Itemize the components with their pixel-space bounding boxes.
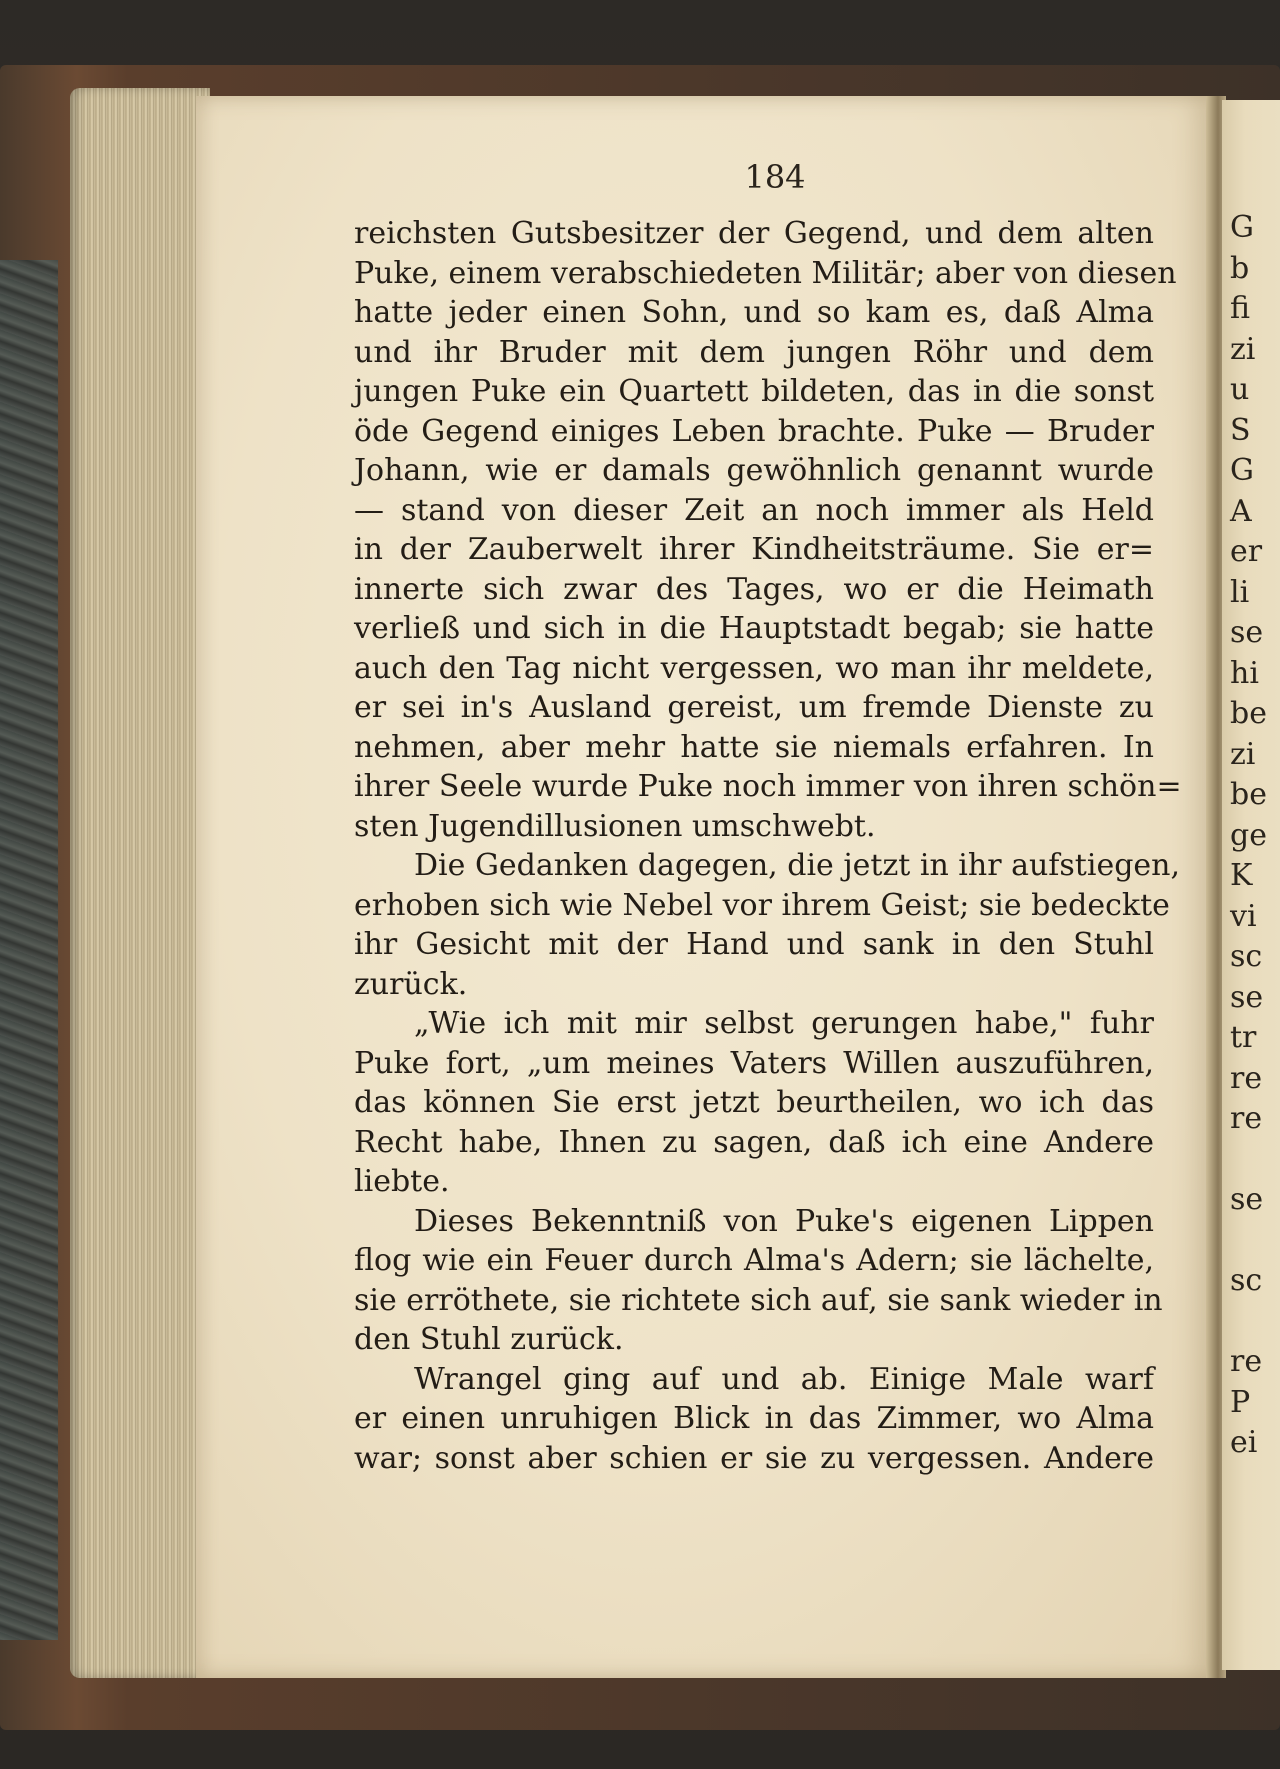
cover-marbled-edge: [0, 260, 58, 1640]
text-line: nehmen, aber mehr hatte sie niemals erfahren. In: [354, 729, 1154, 765]
right-page-line-fragment: A: [1230, 493, 1252, 529]
text-line: er einen unruhigen Blick in das Zimmer, wo Alma: [354, 1401, 1154, 1436]
text-line: ihr Gesicht mit der Hand und sank in den Stuhl: [354, 927, 1154, 962]
text-line: innerte sich zwar des Tages, wo er die Heimath: [354, 571, 1154, 607]
right-page-line-fragment: er: [1230, 534, 1263, 569]
text-line: öde Gegend einiges Leben brachte. Puke — Bruder: [354, 413, 1154, 449]
text-line: liebte.: [354, 1164, 450, 1199]
right-page-line-fragment: zi: [1230, 736, 1256, 772]
text-line: Puke fort, „um meines Vaters Willen auszuführen,: [354, 1045, 1154, 1081]
text-line: — stand von dieser Zeit an noch immer als Held: [354, 492, 1154, 528]
text-line: und ihr Bruder mit dem jungen Röhr und dem: [354, 334, 1154, 370]
right-page-line-fragment: P: [1230, 1384, 1251, 1420]
text-line: jungen Puke ein Quartett bildeten, das in die sonst: [354, 374, 1154, 409]
right-page-line-fragment: zi: [1230, 331, 1256, 367]
text-line: sten Jugendillusionen umschwebt.: [354, 808, 876, 844]
text-line: reichsten Gutsbesitzer der Gegend, und dem alten: [354, 216, 1154, 251]
text-line: in der Zauberwelt ihrer Kindheitsträume. Sie er=: [354, 532, 1154, 567]
right-page-line-fragment: K: [1230, 858, 1253, 893]
page-stack-edges: [70, 88, 210, 1678]
right-page-line-fragment: tr: [1230, 1020, 1257, 1055]
right-page-fragment: [1222, 100, 1280, 1670]
text-line: zurück.: [354, 966, 468, 1002]
right-page-line-fragment: se: [1230, 1182, 1264, 1217]
text-line: ihrer Seele wurde Puke noch immer von ihren schön=: [354, 769, 1182, 804]
right-page-line-fragment: sc: [1230, 939, 1263, 974]
right-page-line-fragment: se: [1230, 615, 1264, 650]
right-page-line-fragment: b: [1230, 250, 1250, 286]
text-line: das können Sie erst jetzt beurtheilen, wo ich das: [354, 1085, 1154, 1120]
right-page-line-fragment: se: [1230, 979, 1264, 1015]
page-text: [354, 214, 1182, 1478]
right-page-line-fragment: ei: [1230, 1425, 1258, 1460]
right-page-line-fragment: re: [1230, 1101, 1263, 1136]
text-line: sie erröthete, sie richtete sich auf, sie sank wieder in: [354, 1282, 1163, 1318]
right-page-line-fragment: sc: [1230, 1263, 1263, 1298]
text-line: erhoben sich wie Nebel vor ihrem Geist; sie bedeckte: [354, 887, 1170, 923]
text-line: auch den Tag nicht vergessen, wo man ihr meldete,: [354, 650, 1154, 686]
text-line: verließ und sich in die Hauptstadt begab; sie hatte: [354, 611, 1154, 646]
text-line: Wrangel ging auf und ab. Einige Male warf: [414, 1361, 1154, 1397]
text-line: „Wie ich mit mir selbst gerungen habe," fuhr: [414, 1006, 1154, 1041]
page-number: 184: [744, 158, 806, 196]
right-page-line-fragment: re: [1230, 1060, 1263, 1096]
right-page-line-fragment: re: [1230, 1344, 1263, 1379]
text-line: er sei in's Ausland gereist, um fremde Dienste zu: [354, 690, 1154, 725]
text-line: war; sonst aber schien er sie zu vergessen. Andere: [354, 1440, 1154, 1476]
text-line: Puke, einem verabschiedeten Militär; aber von diesen: [354, 255, 1177, 291]
text-line: hatte jeder einen Sohn, und so kam es, daß Alma: [354, 295, 1154, 330]
right-page-line-fragment: be: [1230, 777, 1267, 812]
right-page-line-fragment: S: [1230, 412, 1251, 448]
right-page-line-fragment: be: [1230, 696, 1267, 731]
right-page-line-fragment: hi: [1230, 655, 1259, 691]
right-page-line-fragment: ge: [1230, 817, 1267, 853]
right-page-line-fragment: G: [1230, 210, 1254, 245]
right-page-line-fragment: G: [1230, 453, 1254, 488]
left-page: [196, 96, 1214, 1678]
right-page-line-fragment: u: [1230, 372, 1250, 407]
right-page-line-fragment: fi: [1230, 291, 1251, 326]
text-line: Johann, wie er damals gewöhnlich genannt wurde: [354, 453, 1154, 488]
text-line: Die Gedanken dagegen, die jetzt in ihr aufstiegen,: [414, 848, 1181, 883]
text-line: den Stuhl zurück.: [354, 1322, 624, 1357]
text-line: flog wie ein Feuer durch Alma's Adern; sie lächelte,: [354, 1243, 1154, 1278]
right-page-line-fragment: li: [1230, 574, 1250, 610]
right-page-line-fragment: vi: [1230, 898, 1257, 934]
text-line: Dieses Bekenntniß von Puke's eigenen Lippen: [414, 1203, 1154, 1239]
text-line: Recht habe, Ihnen zu sagen, daß ich eine Andere: [354, 1124, 1154, 1160]
